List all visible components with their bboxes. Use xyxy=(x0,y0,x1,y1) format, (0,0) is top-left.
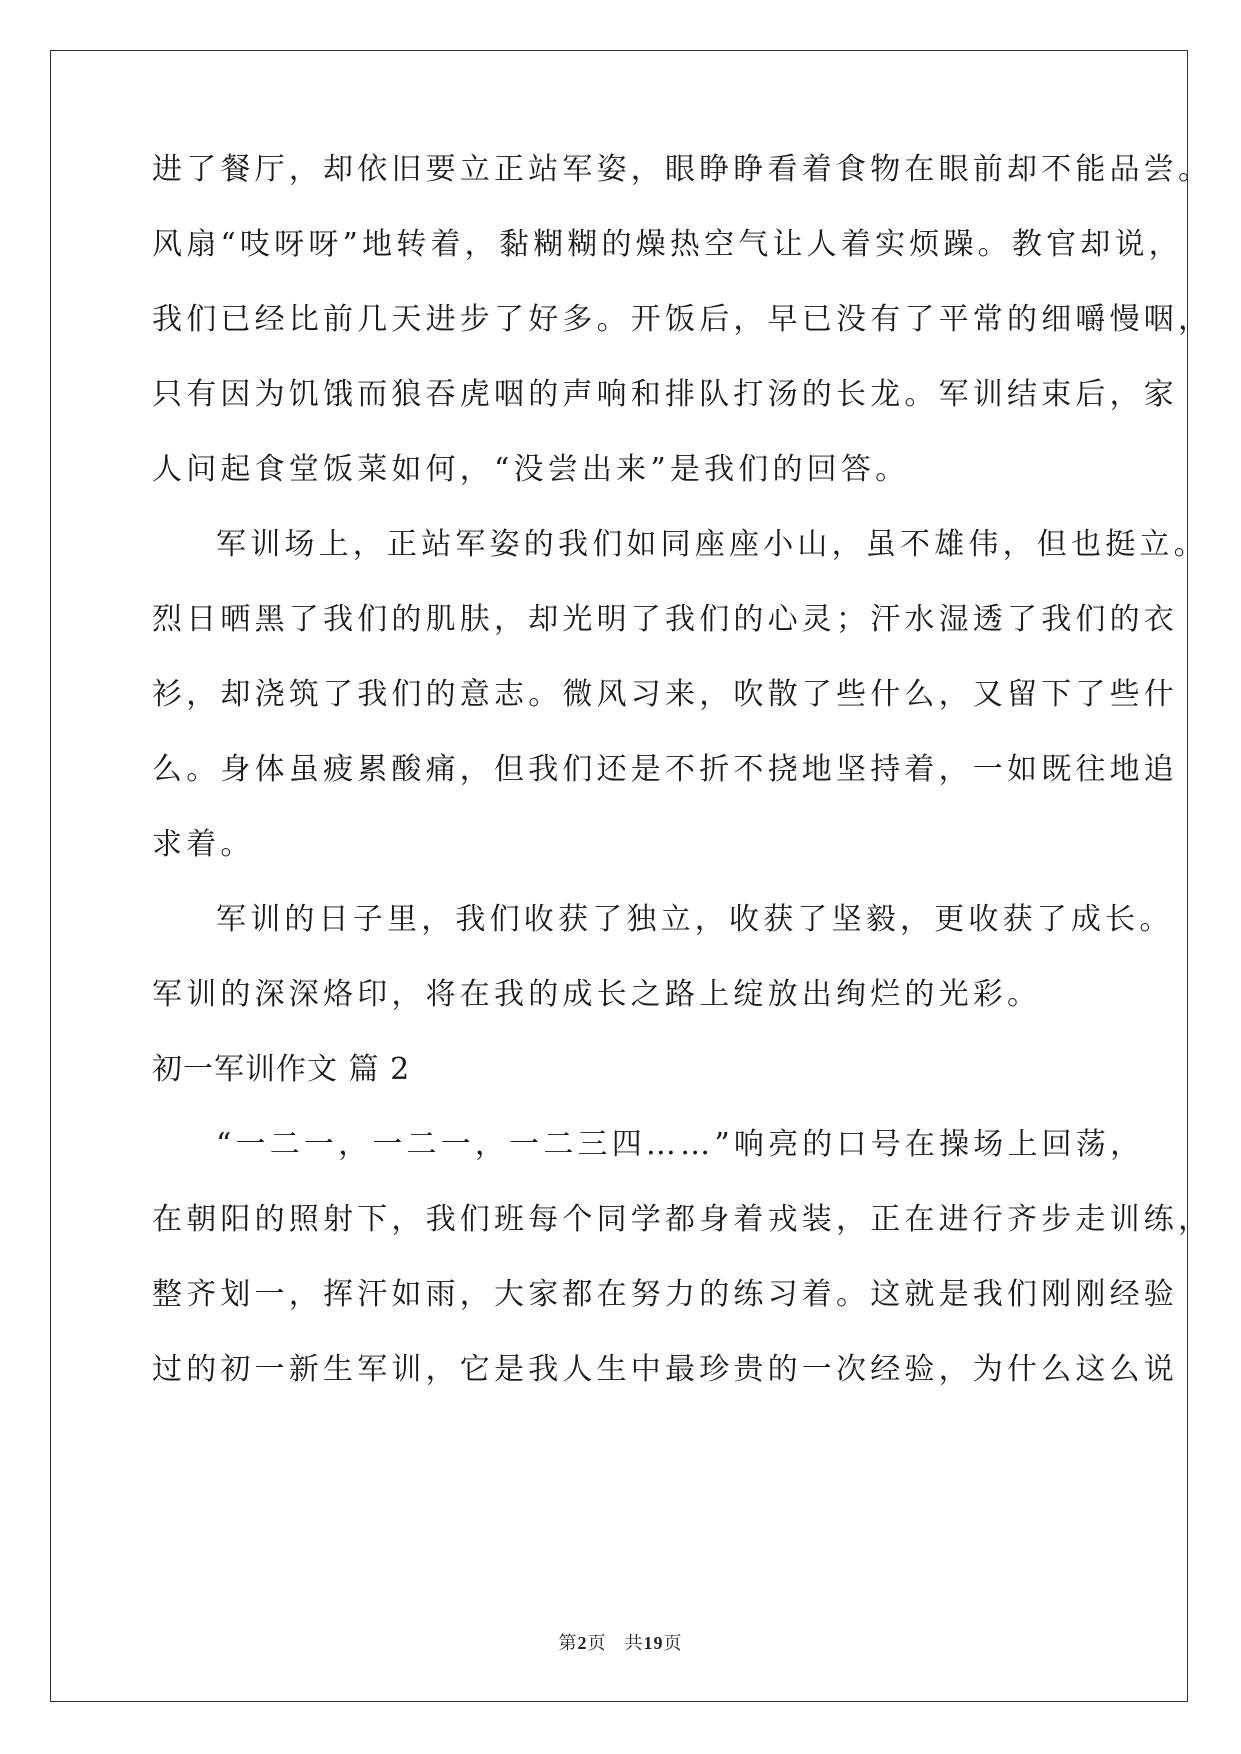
paragraph-1-line-5: 人问起食堂饭菜如何，“没尝出来”是我们的回答。 xyxy=(152,452,910,487)
paragraph-3-line-2: 军训的深深烙印，将在我的成长之路上绽放出绚烂的光彩。 xyxy=(152,977,1042,1012)
paragraph-1-line-2: 风扇“吱呀呀”地转着，黏糊糊的燥热空气让人着实烦躁。教官却说， xyxy=(152,227,1183,262)
paragraph-4-line-1: “一二一，一二一，一二三四……”响亮的口号在操场上回荡， xyxy=(216,1127,1145,1162)
paragraph-2-line-4: 么。身体虽疲累酸痛，但我们还是不折不挠地坚持着，一如既往地追 xyxy=(152,752,1178,787)
page-number: 2 xyxy=(577,1633,588,1653)
page-label-suffix: 页 xyxy=(587,1633,607,1654)
paragraph-2-line-2: 烈日晒黑了我们的肌肤，却光明了我们的心灵；汗水湿透了我们的衣 xyxy=(152,602,1178,637)
paragraph-2-line-3: 衫，却浇筑了我们的意志。微风习来，吹散了些什么，又留下了些什 xyxy=(152,677,1178,712)
section-heading: 初一军训作文 篇 2 xyxy=(152,1052,411,1087)
paragraph-1-line-3: 我们已经比前几天进步了好多。开饭后，早已没有了平常的细嚼慢咽， xyxy=(152,302,1213,337)
page-footer xyxy=(0,1631,1241,1656)
paragraph-4-line-2: 在朝阳的照射下，我们班每个同学都身着戎装，正在进行齐步走训练， xyxy=(152,1202,1213,1237)
paragraph-4-line-3: 整齐划一，挥汗如雨，大家都在努力的练习着。这就是我们刚刚经验 xyxy=(152,1277,1178,1312)
paragraph-1-line-1: 进了餐厅，却依旧要立正站军姿，眼睁睁看着食物在眼前却不能品尝。 xyxy=(152,152,1213,187)
paragraph-3-line-1: 军训的日子里，我们收获了独立，收获了坚毅，更收获了成长。 xyxy=(216,902,1174,937)
paragraph-2-line-1: 军训场上，正站军姿的我们如同座座小山，虽不雄伟，但也挺立。 xyxy=(216,527,1208,562)
total-pages: 19 xyxy=(643,1633,664,1653)
paragraph-2-line-5: 求着。 xyxy=(152,827,255,862)
total-label-suffix: 页 xyxy=(663,1633,683,1654)
paragraph-4-line-4: 过的初一新生军训，它是我人生中最珍贵的一次经验，为什么这么说 xyxy=(152,1352,1178,1387)
paragraph-1-line-4: 只有因为饥饿而狼吞虎咽的声响和排队打汤的长龙。军训结束后，家 xyxy=(152,377,1178,412)
total-label-prefix: 共 xyxy=(624,1633,644,1654)
page-border xyxy=(50,50,1188,1702)
page-label-prefix: 第 xyxy=(558,1633,578,1654)
